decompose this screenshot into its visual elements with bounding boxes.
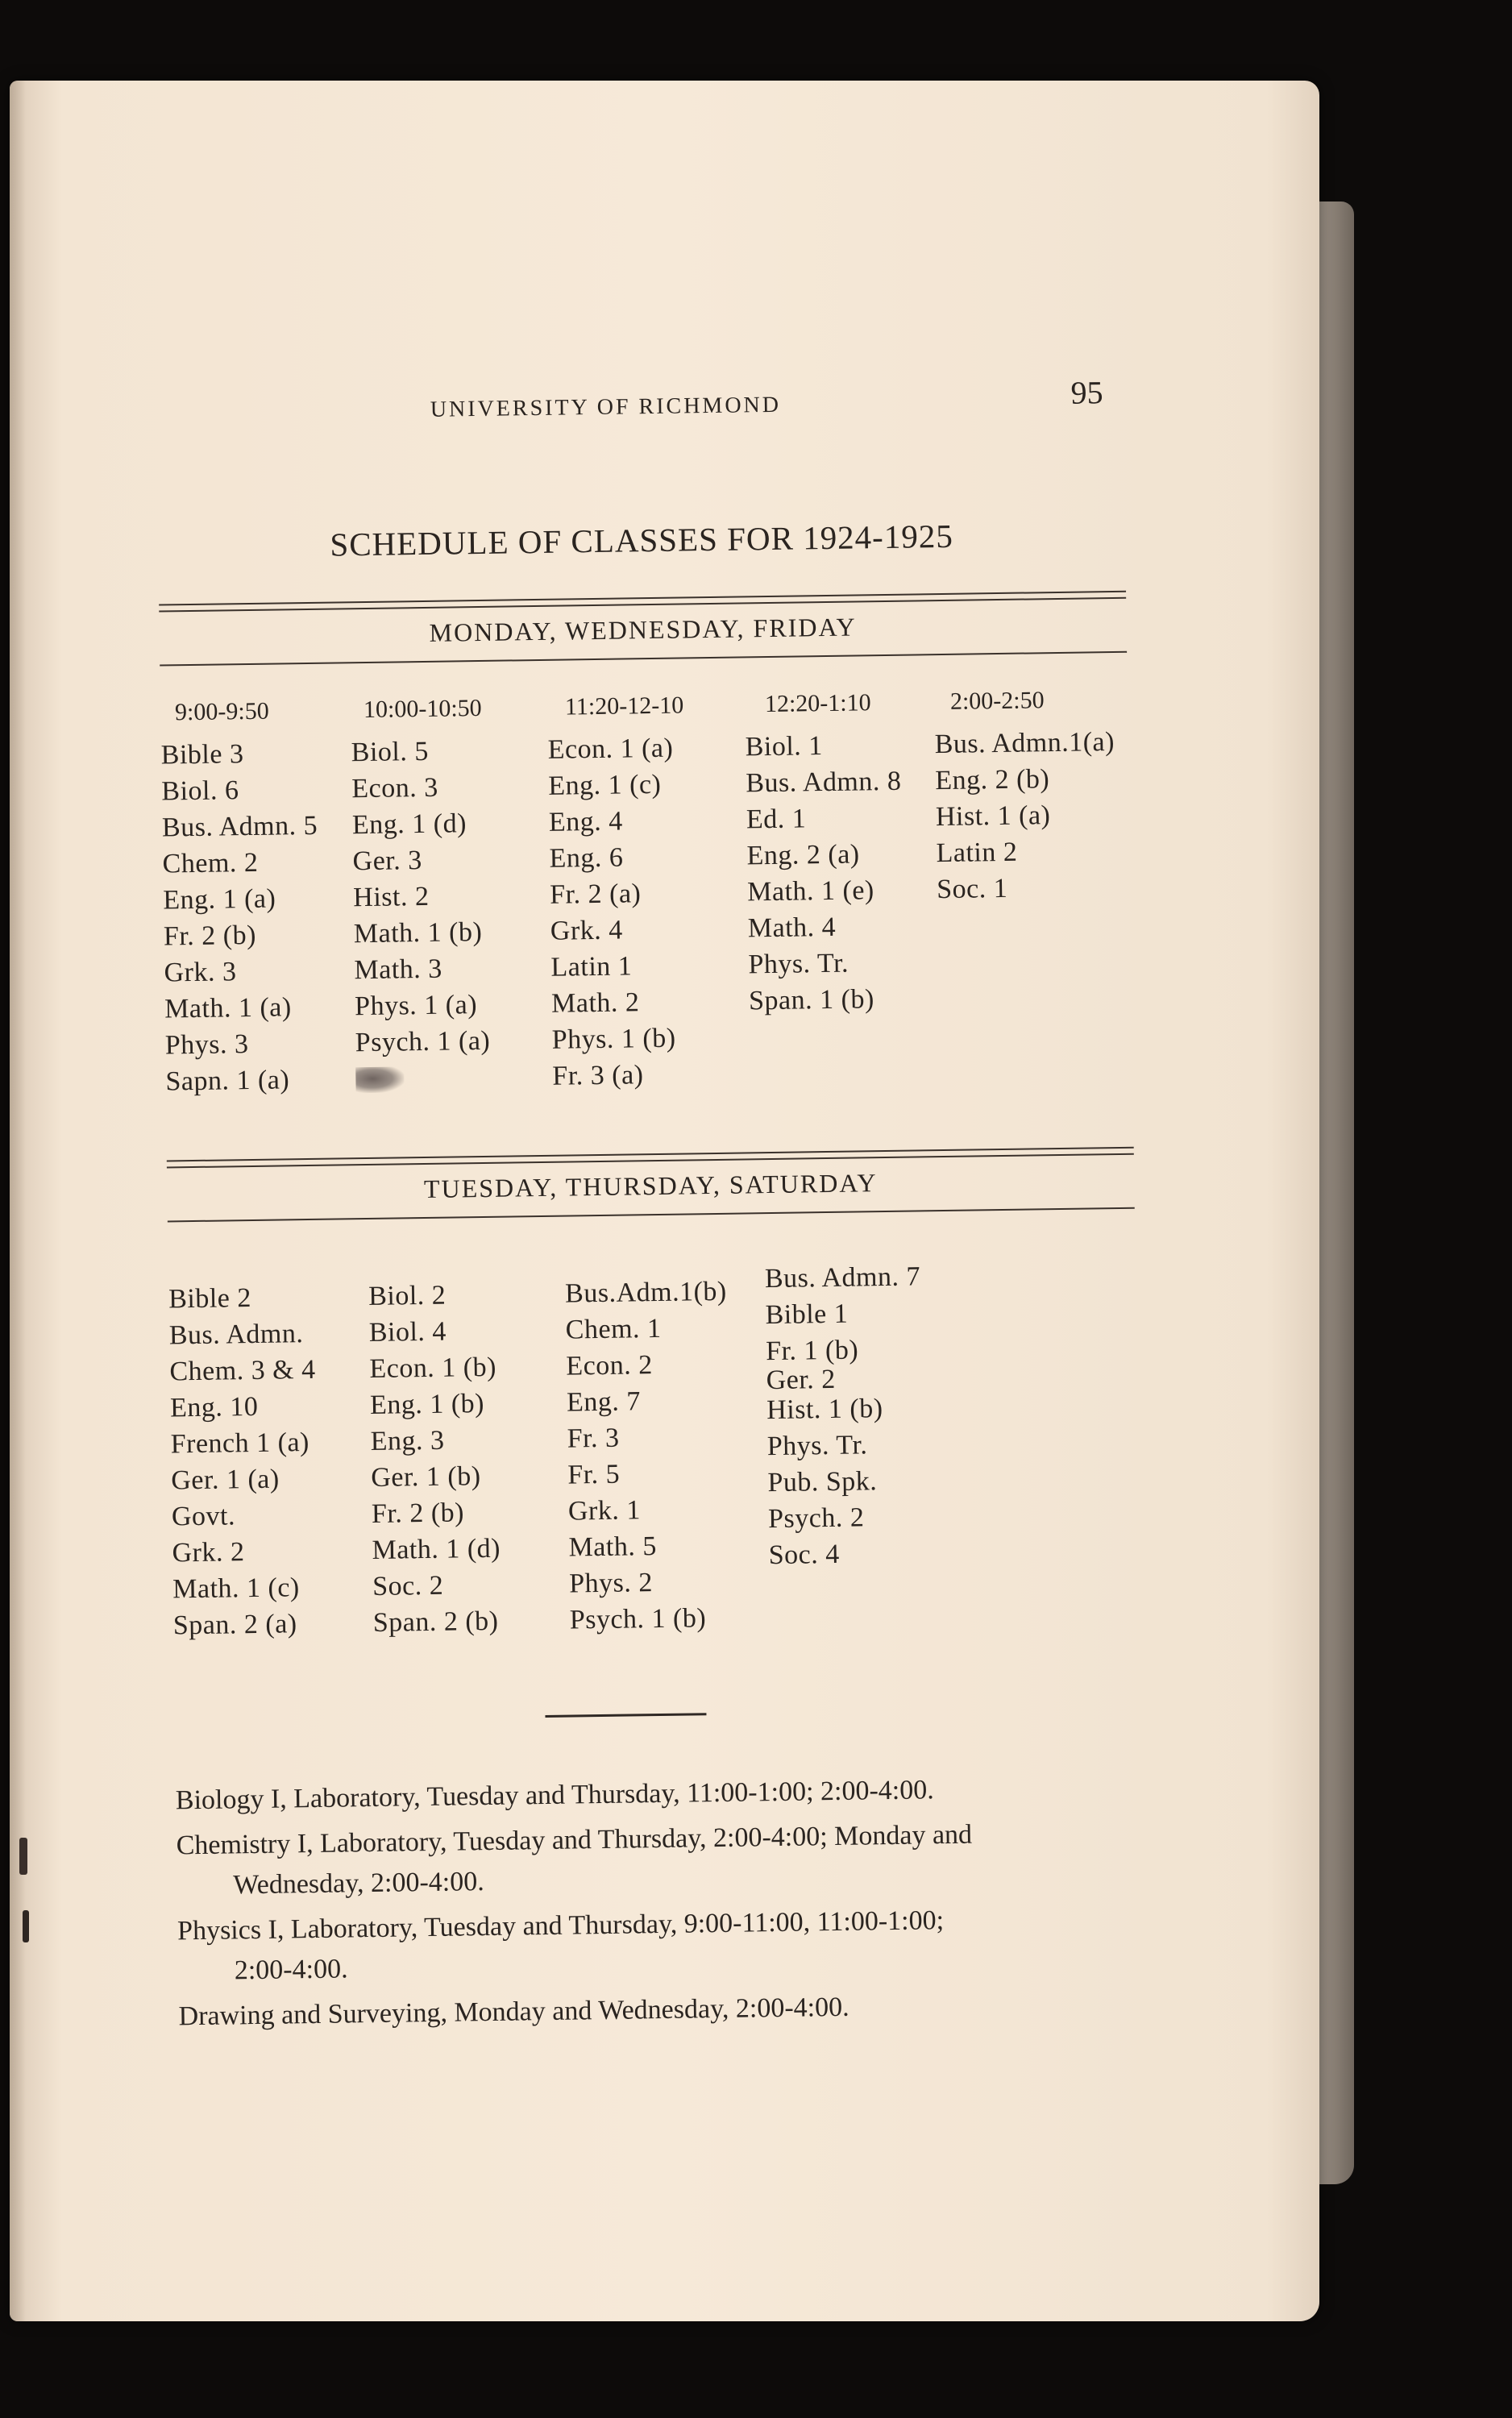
schedule-title: SCHEDULE OF CLASSES FOR 1924-1925 (330, 517, 954, 563)
class-entry: Math. 1 (d) (372, 1533, 501, 1565)
class-entry: Math. 4 (747, 912, 837, 944)
lab-note-text: Biology I, Laboratory, Tuesday and Thursday, 11:00-1:00; 2:00-4:00. (175, 1775, 934, 1816)
class-entry: Math. 1 (a) (164, 992, 292, 1024)
running-head: UNIVERSITY OF RICHMOND (430, 392, 782, 422)
class-entry: Phys. Tr. (766, 1430, 868, 1462)
lab-note (176, 1767, 1176, 1821)
class-entry: Bus. Admn. 8 (746, 766, 902, 799)
class-entry: Pub. Spk. (767, 1466, 878, 1498)
class-entry: Math. 1 (b) (353, 916, 483, 949)
class-entry: Chem. 1 (565, 1313, 662, 1345)
class-entry: Bus. Admn.1(a) (934, 727, 1115, 760)
class-entry: Biol. 6 (161, 775, 239, 807)
lab-note-text: Drawing and Surveying, Monday and Wednesday, 2:00-4:00. (178, 1992, 849, 2032)
mwf-column-10am (351, 733, 491, 1103)
class-entry: Eng. 4 (548, 806, 624, 837)
class-entry: Eng. 1 (b) (369, 1389, 485, 1420)
class-entry: Fr. 3 (a) (552, 1060, 644, 1091)
ink-smudge (355, 1059, 491, 1103)
class-entry: Phys. 1 (b) (551, 1023, 676, 1055)
class-entry: Soc. 1 (936, 873, 1008, 905)
laboratory-notes (176, 1767, 1178, 2042)
class-entry: Fr. 1 (b) (765, 1335, 859, 1367)
mwf-heading: MONDAY, WEDNESDAY, FRIDAY (429, 612, 857, 647)
class-entry: Latin 1 (550, 951, 633, 983)
class-entry: Hist. 2 (353, 881, 430, 913)
class-entry: Biol. 5 (351, 736, 430, 768)
tts-column-4 (765, 1258, 924, 1573)
class-entry: Biol. 4 (368, 1316, 447, 1348)
tts-column-1 (168, 1279, 319, 1643)
class-entry: Eng. 1 (c) (548, 769, 662, 801)
class-entry: Ger. 2 (766, 1364, 837, 1396)
class-entry: Span. 2 (a) (172, 1609, 297, 1641)
lab-note (176, 1812, 1176, 1906)
binding-mark (23, 1910, 29, 1942)
time-slot-header: 2:00-2:50 (949, 687, 1045, 715)
class-entry: Latin 2 (936, 837, 1018, 869)
tts-column-3 (565, 1273, 732, 1639)
tts-heading: TUESDAY, THURSDAY, SATURDAY (423, 1168, 878, 1204)
class-entry: Eng. 2 (a) (746, 839, 860, 871)
class-entry: Econ. 1 (a) (547, 733, 674, 765)
class-entry: Psych. 1 (a) (355, 1025, 491, 1058)
rule (160, 651, 1127, 667)
class-entry: French 1 (a) (170, 1427, 310, 1460)
section-divider (545, 1713, 706, 1718)
class-entry: Bible 1 (765, 1298, 849, 1331)
class-entry: Grk. 1 (567, 1495, 642, 1527)
class-entry: Hist. 1 (a) (935, 800, 1051, 833)
class-entry: Math. 3 (354, 953, 443, 986)
class-entry: Eng. 6 (549, 842, 624, 874)
class-entry: Eng. 3 (370, 1425, 445, 1456)
class-entry: Grk. 4 (550, 915, 624, 946)
lab-note (177, 1897, 1178, 1992)
class-entry: Sapn. 1 (a) (165, 1065, 290, 1097)
class-entry: Psych. 1 (b) (569, 1603, 707, 1635)
class-entry: Eng. 2 (b) (935, 764, 1050, 796)
mwf-column-1120 (547, 730, 678, 1095)
class-entry: Math. 1 (e) (746, 875, 874, 908)
class-entry: Eng. 1 (d) (351, 808, 467, 841)
lab-note-continuation: Wednesday, 2:00-4:00. (233, 1867, 484, 1901)
class-entry: Econ. 2 (566, 1350, 654, 1381)
class-entry: Psych. 2 (767, 1502, 865, 1535)
class-entry: Chem. 3 & 4 (169, 1354, 316, 1387)
class-entry: Govt. (171, 1501, 236, 1532)
class-entry: Ger. 1 (a) (171, 1464, 280, 1496)
class-entry: Fr. 2 (b) (371, 1498, 465, 1529)
class-entry: Eng. 1 (a) (163, 883, 276, 916)
time-slot-header: 10:00-10:50 (363, 694, 482, 724)
class-entry: Span. 2 (b) (372, 1606, 499, 1638)
class-entry: Bus. Admn. 5 (161, 810, 318, 843)
class-entry: Fr. 3 (567, 1423, 620, 1454)
class-entry: Bible 2 (168, 1283, 252, 1315)
class-entry: Econ. 1 (b) (369, 1352, 497, 1384)
mwf-column-1220 (745, 727, 904, 1020)
class-entry: Math. 5 (568, 1531, 658, 1563)
class-entry: Grk. 3 (164, 957, 237, 988)
class-entry: Phys. 2 (568, 1568, 654, 1599)
class-entry: Econ. 3 (351, 772, 438, 804)
class-entry: Hist. 1 (b) (766, 1394, 883, 1426)
tts-column-2 (368, 1277, 502, 1641)
class-entry: Ger. 1 (b) (371, 1461, 481, 1493)
mwf-column-2pm (934, 724, 1116, 908)
class-entry: Bus. Admn. (168, 1319, 304, 1351)
class-entry: Span. 1 (b) (748, 984, 875, 1016)
time-slot-header: 11:20-12-10 (564, 692, 684, 721)
class-entry: Ed. 1 (746, 804, 807, 835)
class-entry: Phys. 3 (164, 1029, 249, 1061)
class-entry: Bus.Adm.1(b) (564, 1276, 727, 1309)
class-entry: Fr. 5 (567, 1459, 621, 1490)
book-page (10, 81, 1319, 2321)
time-slot-header: 9:00-9:50 (174, 697, 269, 726)
class-entry: Soc. 4 (768, 1539, 840, 1571)
lab-note-continuation: 2:00-4:00. (234, 1954, 348, 1986)
class-entry: Chem. 2 (162, 847, 259, 879)
rule (168, 1207, 1135, 1223)
lab-note (178, 1983, 1178, 2037)
mwf-column-9am (160, 735, 321, 1100)
class-entry: Eng. 7 (566, 1386, 642, 1418)
class-entry: Phys. 1 (a) (354, 990, 478, 1022)
lab-note-text: Chemistry I, Laboratory, Tuesday and Thursday, 2:00-4:00; Monday and (176, 1819, 973, 1861)
class-entry: Biol. 1 (745, 731, 824, 762)
class-entry: Bible 3 (160, 739, 244, 771)
class-entry: Ger. 3 (352, 845, 422, 877)
class-entry: Biol. 2 (368, 1280, 447, 1311)
class-entry: Phys. Tr. (748, 948, 849, 980)
binding-mark (19, 1838, 27, 1875)
class-entry: Math. 2 (550, 987, 640, 1019)
class-entry: Fr. 2 (a) (549, 879, 642, 910)
class-entry: Grk. 2 (172, 1537, 245, 1568)
class-entry: Soc. 2 (372, 1570, 444, 1602)
class-entry: Fr. 2 (b) (163, 920, 257, 952)
class-entry: Math. 1 (c) (172, 1573, 300, 1605)
page-content (131, 292, 1146, 2032)
class-entry: Eng. 10 (169, 1391, 259, 1423)
class-entry: Bus. Admn. 7 (764, 1261, 921, 1294)
time-slot-header: 12:20-1:10 (764, 689, 871, 718)
lab-note-text: Physics I, Laboratory, Tuesday and Thursday, 9:00-11:00, 11:00-1:00; (177, 1905, 945, 1946)
page-number: 95 (1070, 374, 1103, 411)
